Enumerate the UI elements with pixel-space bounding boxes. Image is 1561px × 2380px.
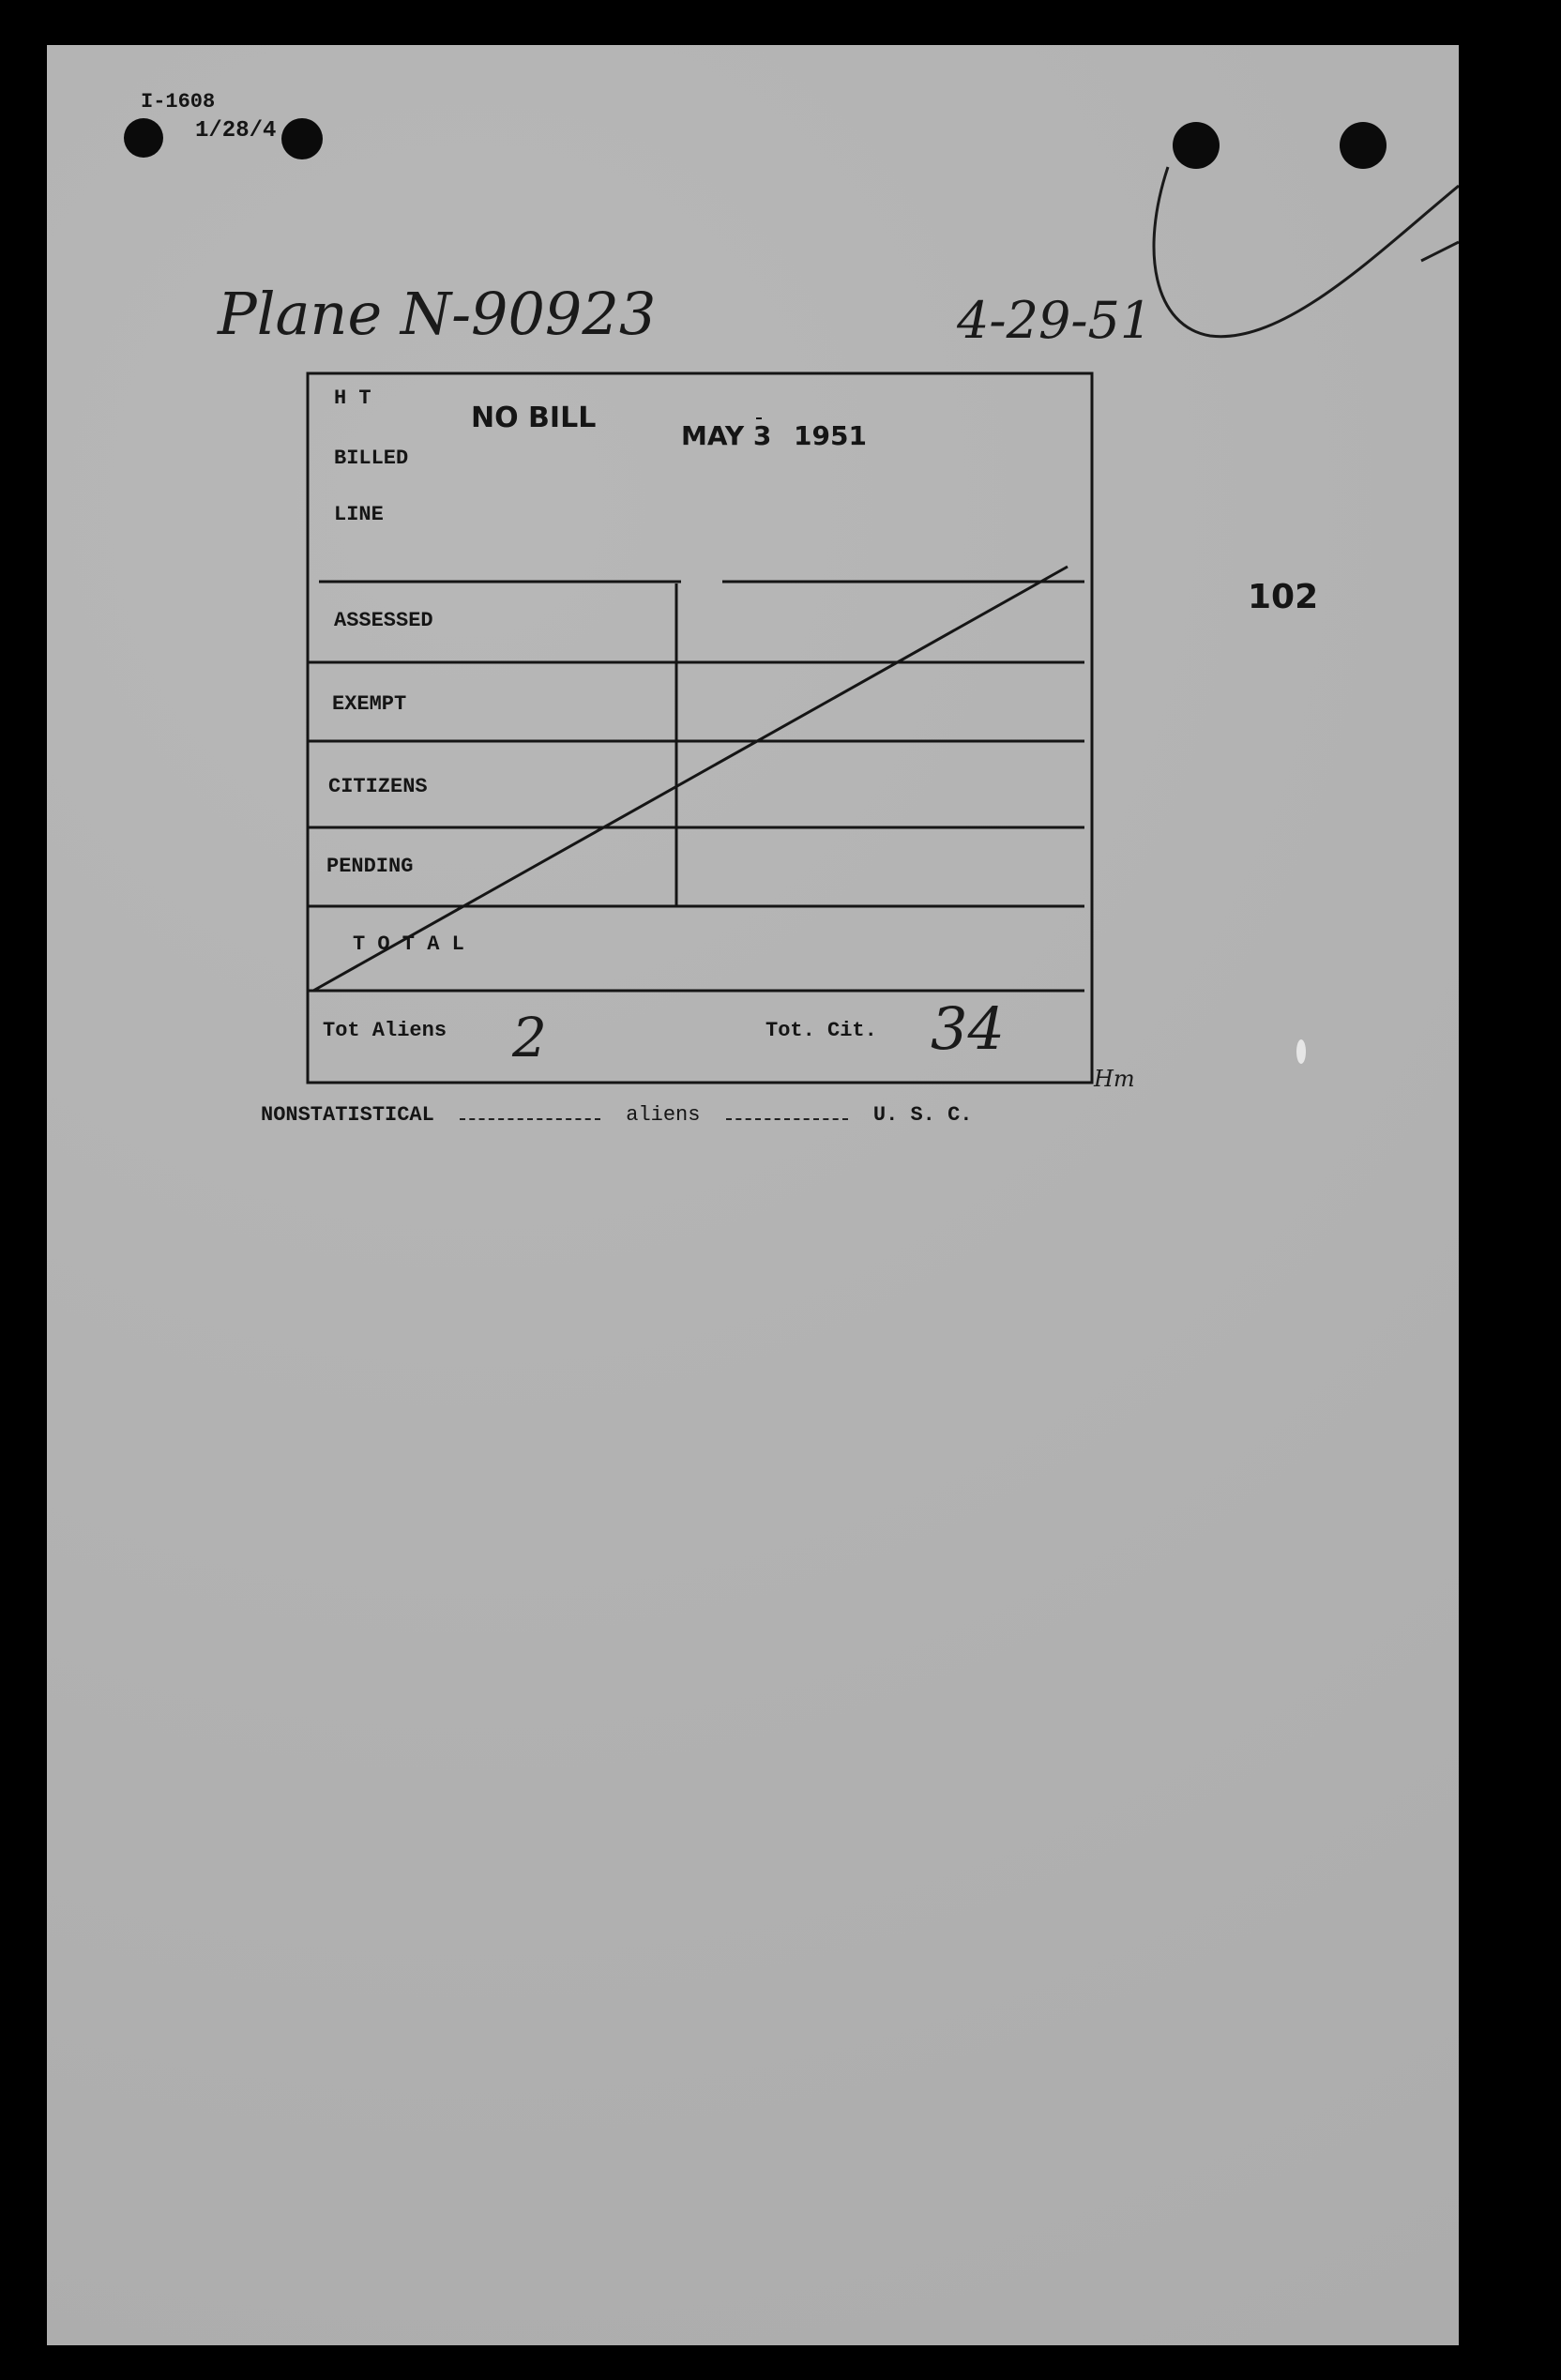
row-citizens-label: CITIZENS xyxy=(328,775,428,798)
header-billed: BILLED xyxy=(334,447,409,470)
plane-number-handwritten: Plane N-90923 xyxy=(218,280,657,348)
aliens-blank xyxy=(460,1118,600,1120)
row-assessed-label: ASSESSED xyxy=(334,609,433,632)
row-exempt-label: EXEMPT xyxy=(332,692,407,716)
header-line: LINE xyxy=(334,503,384,526)
page-number-stamp: 102 xyxy=(1248,578,1319,616)
form-code: I-1608 xyxy=(141,90,216,114)
table-grid-lines xyxy=(306,371,1094,1084)
document-page xyxy=(47,45,1459,2345)
usc-label: U. S. C. xyxy=(872,1103,973,1127)
header-ht: H T xyxy=(334,387,371,410)
nonstatistical-label: NONSTATISTICAL xyxy=(261,1103,434,1127)
aliens-label: aliens xyxy=(626,1103,701,1127)
row-pending-label: PENDING xyxy=(326,855,414,878)
tot-cit-value-handwritten: 34 xyxy=(931,994,1005,1063)
date-stamp-year: 1951 xyxy=(794,420,867,451)
date-handwritten: 4-29-51 xyxy=(957,291,1153,350)
total-label: T O T A L xyxy=(353,932,464,956)
form-revision: 1/28/4 xyxy=(195,118,277,144)
speck-mark-icon xyxy=(1296,1039,1306,1064)
tot-aliens-label: Tot Aliens xyxy=(323,1019,447,1042)
no-bill-stamp: NO BILL xyxy=(471,402,597,434)
date-stamp-month-day: MAY 3 xyxy=(681,420,772,451)
usc-blank xyxy=(726,1118,848,1120)
statistics-table xyxy=(306,371,1094,1084)
tot-cit-label: Tot. Cit. xyxy=(765,1019,877,1042)
tot-aliens-value-handwritten: 2 xyxy=(512,1006,547,1069)
nonstatistical-line xyxy=(261,1103,973,1127)
initials-handwritten: Hm xyxy=(1094,1066,1135,1092)
